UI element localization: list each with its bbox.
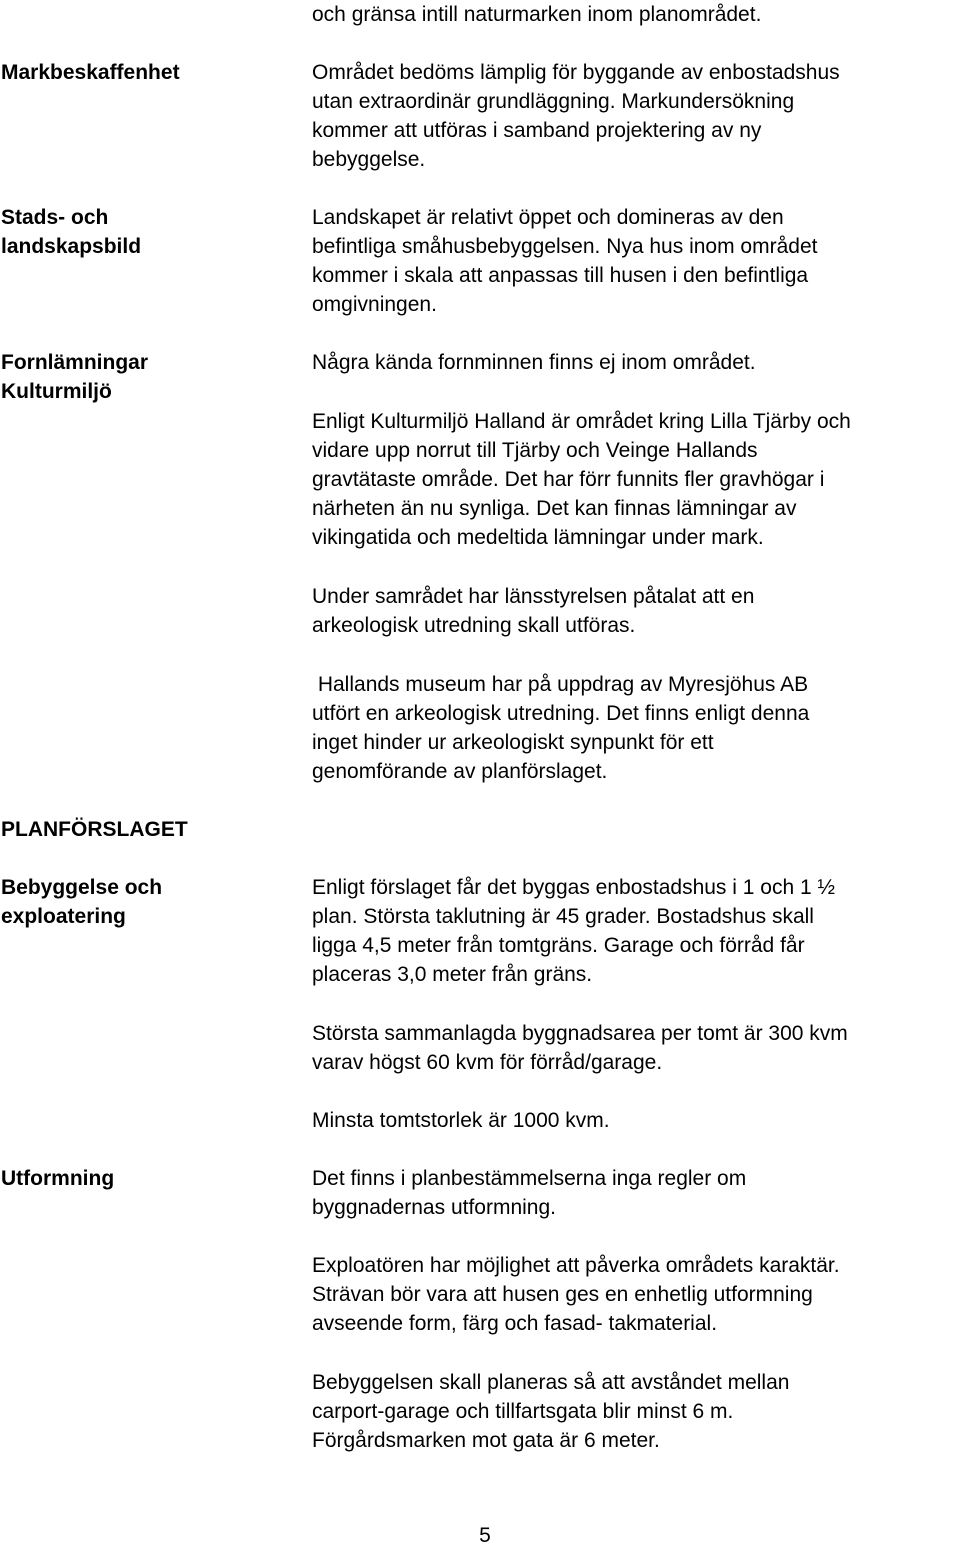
text-line: byggnadernas utformning. [312, 1196, 556, 1219]
text-line: kommer i skala att anpassas till husen i den befintliga [312, 264, 809, 287]
text-line: plan. Största taklutning är 45 grader. Bostadshus skall [312, 905, 814, 928]
text-line: carport-garage och tillfartsgata blir minst 6 m. [312, 1400, 734, 1423]
label-line: Bebyggelse och [1, 876, 163, 899]
label-utformning: Utformning [1, 1167, 115, 1190]
text-line: befintliga småhusbebyggelsen. Nya hus inom området [312, 235, 818, 258]
text-line: närheten än nu synliga. Det kan finnas lämningar av [312, 497, 797, 520]
label-markbeskaffenhet: Markbeskaffenhet [1, 61, 180, 84]
text-line: Det finns i planbestämmelserna inga regler om [312, 1167, 747, 1190]
section-heading-planforslaget: PLANFÖRSLAGET [1, 818, 188, 841]
text-line: utan extraordinär grundläggning. Markundersökning [312, 90, 795, 113]
text-line: Minsta tomtstorlek är 1000 kvm. [312, 1109, 610, 1132]
text-line: omgivningen. [312, 293, 437, 316]
text-line: Under samrådet har länsstyrelsen påtalat att en [312, 585, 755, 608]
text-line: genomförande av planförslaget. [312, 760, 608, 783]
text-line: Enligt förslaget får det byggas enbostadshus i 1 och 1 ½ [312, 876, 836, 899]
text-line: Hallands museum har på uppdrag av Myresjöhus AB [312, 673, 809, 696]
text-line: utfört en arkeologisk utredning. Det finns enligt denna [312, 702, 810, 725]
text-line: Bebyggelsen skall planeras så att avståndet mellan [312, 1371, 790, 1394]
label-line: landskapsbild [1, 235, 142, 258]
text-line: arkeologisk utredning skall utföras. [312, 614, 636, 637]
text-line: placeras 3,0 meter från gräns. [312, 963, 593, 986]
text-line: vikingatida och medeltida lämningar under mark. [312, 526, 764, 549]
label-line: Stads- och [1, 206, 109, 229]
text-line: Några kända fornminnen finns ej inom området. [312, 351, 756, 374]
label-line: Fornlämningar [1, 351, 149, 374]
continuation-line: och gränsa intill naturmarken inom planområdet. [312, 3, 762, 26]
text-line: Förgårdsmarken mot gata är 6 meter. [312, 1429, 660, 1452]
text-line: Landskapet är relativt öppet och domineras av den [312, 206, 784, 229]
text-line: varav högst 60 kvm för förråd/garage. [312, 1051, 663, 1074]
text-line: ligga 4,5 meter från tomtgräns. Garage och förråd får [312, 934, 805, 957]
text-line: vidare upp norrut till Tjärby och Veinge Hallands [312, 439, 758, 462]
text-line: gravtätaste område. Det har förr funnits fler gravhögar i [312, 468, 825, 491]
text-line: bebyggelse. [312, 148, 426, 171]
text-line: Enligt Kulturmiljö Halland är området kring Lilla Tjärby och [312, 410, 851, 433]
page-number: 5 [479, 1524, 491, 1547]
text-line: Största sammanlagda byggnadsarea per tomt är 300 kvm [312, 1022, 848, 1045]
label-line: exploatering [1, 905, 126, 928]
label-line: Kulturmiljö [1, 380, 112, 403]
text-line: Exploatören har möjlighet att påverka områdets karaktär. [312, 1254, 840, 1277]
text-line: avseende form, färg och fasad- takmaterial. [312, 1312, 718, 1335]
text-line: Strävan bör vara att husen ges en enhetlig utformning [312, 1283, 813, 1306]
text-line: kommer att utföras i samband projektering av ny [312, 119, 762, 142]
text-line: inget hinder ur arkeologiskt synpunkt för ett [312, 731, 714, 754]
text-line: Området bedöms lämplig för byggande av enbostadshus [312, 61, 840, 84]
